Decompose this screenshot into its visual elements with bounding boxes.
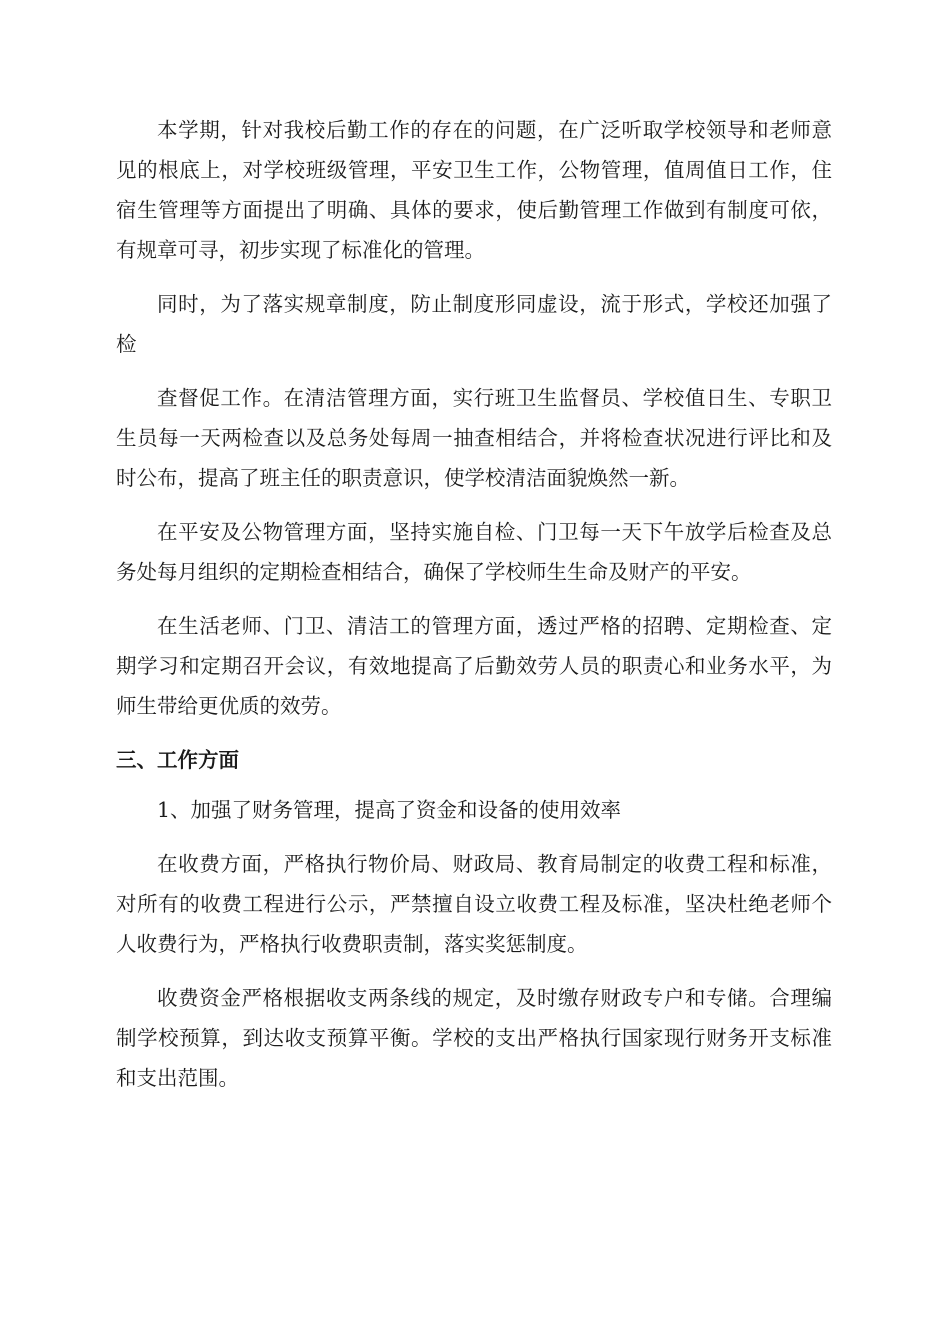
- paragraph-fee-collection: 在收费方面，严格执行物价局、财政局、教育局制定的收费工程和标准，对所有的收费工程进行公示，严禁擅自设立收费工程及标准，坚决杜绝老师个人收费行为，严格执行收费职责制，落实奖惩制度。: [116, 852, 832, 956]
- subsection-heading: 1、加强了财务管理，提高了资金和设备的使用效率: [157, 798, 622, 822]
- paragraph-management-requirements: 本学期，针对我校后勤工作的存在的问题，在广泛听取学校领导和老师意见的根底上，对学校班级管理，平安卫生工作，公物管理，值周值日工作，住宿生管理等方面提出了明确、具体的要求，使后勤管理工作做到有制度可依，有规章可寻，初步实现了标准化的管理。: [116, 118, 832, 262]
- paragraph-rules-implementation: 同时，为了落实规章制度，防止制度形同虚设，流于形式，学校还加强了检: [116, 292, 832, 356]
- paragraph-cleaning-inspection: 查督促工作。在清洁管理方面，实行班卫生监督员、学校值日生、专职卫生员每一天两检查以及总务处每周一抽查相结合，并将检查状况进行评比和及时公布，提高了班主任的职责意识，使学校清洁面貌焕然一新。: [116, 386, 832, 490]
- paragraph-safety-property: 在平安及公物管理方面，坚持实施自检、门卫每一天下午放学后检查及总务处每月组织的定期检查相结合，确保了学校师生生命及财产的平安。: [116, 520, 832, 584]
- paragraph-staff-management: 在生活老师、门卫、清洁工的管理方面，透过严格的招聘、定期检查、定期学习和定期召开会议，有效地提高了后勤效劳人员的职责心和业务水平，为师生带给更优质的效劳。: [116, 614, 832, 718]
- paragraph-fund-budget: 收费资金严格根据收支两条线的规定，及时缴存财政专户和专储。合理编制学校预算，到达收支预算平衡。学校的支出严格执行国家现行财务开支标准和支出范围。: [116, 986, 832, 1090]
- section-heading: 三、工作方面: [116, 748, 239, 772]
- document-body: [116, 110, 832, 1112]
